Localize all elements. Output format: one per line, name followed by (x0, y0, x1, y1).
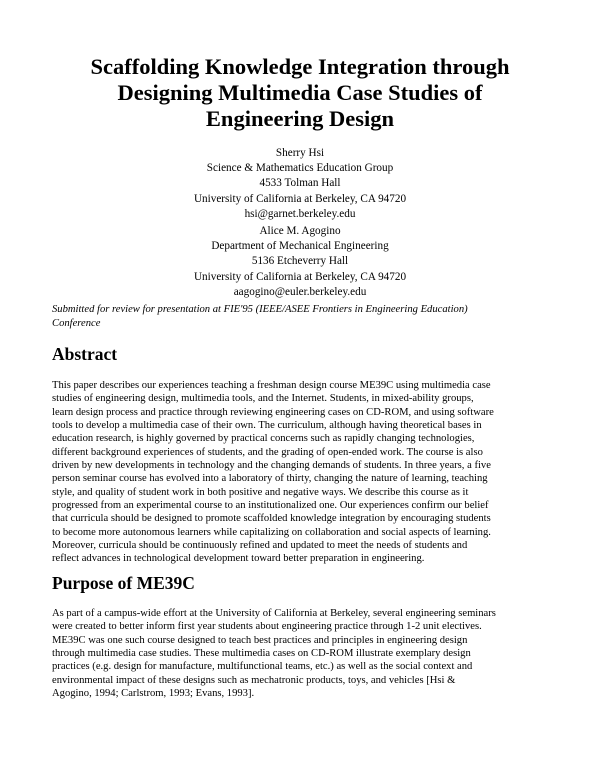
author-address: 5136 Etcheverry Hall (251, 255, 349, 268)
note-line: Conference (52, 318, 101, 329)
submission-note (52, 303, 552, 331)
text-line: person seminar course has evolved into a laboratory of thirty, changing the nature of learning, teaching (52, 473, 488, 485)
author-name: Alice M. Agogino (259, 225, 341, 237)
text-line: practices (e.g. design for manufacture, multifunctional teams, etc.) as well as the social context and (52, 661, 473, 673)
purpose-paragraph (52, 607, 558, 700)
text-line: through multimedia case studies. These multimedia cases on CD-ROM illustrate exemplary design (52, 648, 471, 660)
author-address: 4533 Tolman Hall (259, 177, 341, 190)
section-heading-abstract: Abstract (52, 344, 118, 364)
text-line: reflect advances in technological development toward better preparation in engineering. (52, 553, 425, 565)
text-line: environmental impact of these designs such as mechatronic products, toys, and vehicles [Hsi & (52, 674, 456, 686)
text-line: As part of a campus-wide effort at the University of California at Berkeley, several engineering seminars (52, 608, 496, 619)
text-line: tools to develop a multimedia case of their own. The curriculum, although having theoretical bases in (52, 420, 482, 432)
title-line: Designing Multimedia Case Studies of (117, 80, 483, 105)
author-institution: University of California at Berkeley, CA 94720 (193, 270, 407, 283)
author-institution: University of California at Berkeley, CA 94720 (193, 192, 407, 205)
text-line: learn design process and practice through reviewing engineering cases on CD-ROM, and using software (52, 406, 494, 418)
abstract-paragraph (52, 379, 558, 566)
text-line: were created to better inform first year students about engineering practice through 1-2 unit electives. (52, 621, 482, 633)
author-department: Science & Mathematics Education Group (206, 162, 394, 175)
title-line: Scaffolding Knowledge Integration through (90, 54, 510, 79)
text-line: ME39C was one such course designed to teach best practices and principles in engineering design (52, 634, 468, 646)
text-line: This paper describes our experiences teaching a freshman design course ME39C using multimedia case (52, 380, 491, 391)
text-line: Agogino, 1994; Carlstrom, 1993; Evans, 1993]. (52, 688, 255, 700)
title-line: Engineering Design (205, 106, 395, 131)
text-line: to become more autonomous learners while capitalizing on collaboration and social aspects of learning. (52, 526, 491, 538)
text-line: style, and quality of student work in both positive and negative ways. We describe this course as it (52, 486, 469, 498)
author-name: Sherry Hsi (275, 147, 325, 159)
paper-title (40, 54, 560, 132)
author-email: aagogino@euler.berkeley.edu (233, 285, 367, 298)
author-block-agogino (100, 224, 500, 300)
text-line: Moreover, curricula should be continuously refined and updated to meet the needs of students and (52, 540, 468, 552)
section-heading-purpose: Purpose of ME39C (52, 573, 195, 593)
author-department: Department of Mechanical Engineering (211, 240, 389, 253)
author-email: hsi@garnet.berkeley.edu (244, 207, 356, 220)
text-line: that curricula should be designed to promote scaffolded knowledge integration by encouraging students (52, 513, 491, 525)
text-line: studies of engineering design, multimedia tools, and the Internet. Students, in mixed-ability groups, (52, 393, 474, 405)
text-line: different background experiences of students, and the grading of open-ended work. The course is also (52, 446, 483, 458)
author-block-hsi (100, 146, 500, 222)
text-line: progressed from an experimental course to an institutionalized one. Our experiences confirm our belief (52, 500, 489, 512)
note-line: Submitted for review for presentation at FIE'95 (IEEE/ASEE Frontiers in Engineering Education) (52, 304, 468, 315)
text-line: education research, is highly governed by practical concerns such as rapidly changing technologies, (52, 433, 475, 445)
text-line: driven by new developments in technology and the changing demands of students. In three years, a five (52, 460, 491, 472)
